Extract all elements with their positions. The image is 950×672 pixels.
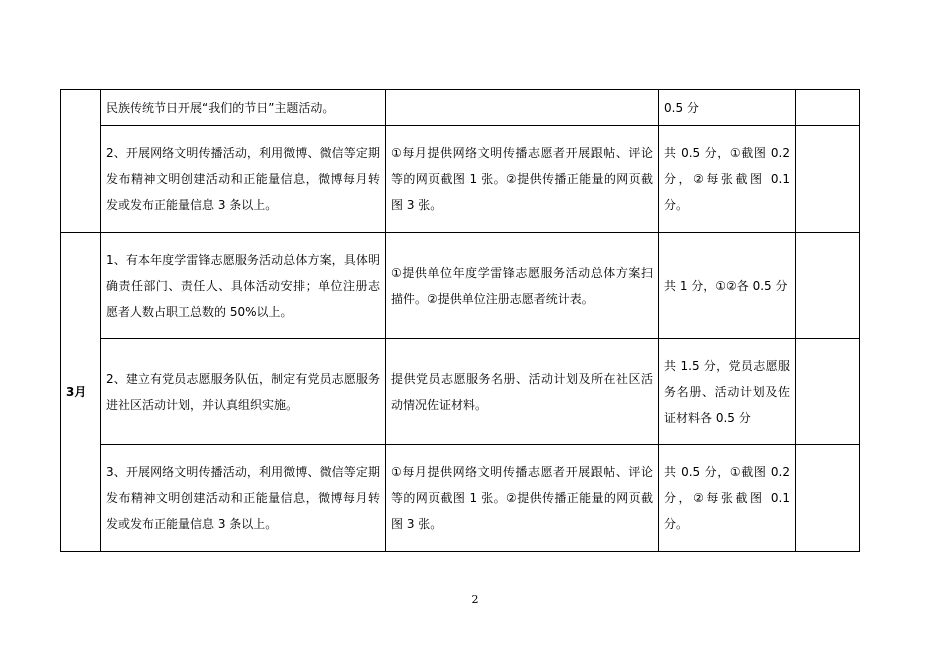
remark-cell [796, 233, 860, 339]
remark-cell [796, 90, 860, 126]
assessment-table [60, 89, 860, 552]
month-cell-previous [61, 90, 101, 233]
score-cell: 共 0.5 分，①截图 0.2 分，②每张截图 0.1 分。 [659, 126, 796, 233]
remark-cell [796, 445, 860, 552]
table-row [61, 445, 860, 552]
score-cell: 共 1.5 分，党员志愿服务名册、活动计划及佐证材料各 0.5 分 [659, 339, 796, 445]
content-cell: 2、建立有党员志愿服务队伍，制定有党员志愿服务进社区活动计划，并认真组织实施。 [101, 339, 386, 445]
content-cell: 3、开展网络文明传播活动，利用微博、微信等定期发布精神文明创建活动和正能量信息，微博每月转发或发布正能量信息 3 条以上。 [101, 445, 386, 552]
score-cell: 0.5 分 [659, 90, 796, 126]
page-number: 2 [471, 593, 479, 606]
content-cell: 1、有本年度学雷锋志愿服务活动总体方案，具体明确责任部门、责任人、具体活动安排；单位注册志愿者人数占职工总数的 50%以上。 [101, 233, 386, 339]
evidence-cell [386, 90, 659, 126]
remark-cell [796, 339, 860, 445]
content-cell: 2、开展网络文明传播活动，利用微博、微信等定期发布精神文明创建活动和正能量信息，微博每月转发或发布正能量信息 3 条以上。 [101, 126, 386, 233]
table-row [61, 90, 860, 126]
table-row [61, 126, 860, 233]
evidence-cell: ①每月提供网络文明传播志愿者开展跟帖、评论等的网页截图 1 张。②提供传播正能量的网页截图 3 张。 [386, 126, 659, 233]
month-cell: 3月 [61, 233, 101, 552]
score-cell: 共 1 分，①②各 0.5 分 [659, 233, 796, 339]
score-cell: 共 0.5 分，①截图 0.2 分，②每张截图 0.1 分。 [659, 445, 796, 552]
remark-cell [796, 126, 860, 233]
evidence-cell: 提供党员志愿服务名册、活动计划及所在社区活动情况佐证材料。 [386, 339, 659, 445]
table-row [61, 339, 860, 445]
table-row [61, 233, 860, 339]
content-cell: 民族传统节日开展“我们的节日”主题活动。 [101, 90, 386, 126]
evidence-cell: ①每月提供网络文明传播志愿者开展跟帖、评论等的网页截图 1 张。②提供传播正能量的网页截图 3 张。 [386, 445, 659, 552]
evidence-cell: ①提供单位年度学雷锋志愿服务活动总体方案扫描件。②提供单位注册志愿者统计表。 [386, 233, 659, 339]
